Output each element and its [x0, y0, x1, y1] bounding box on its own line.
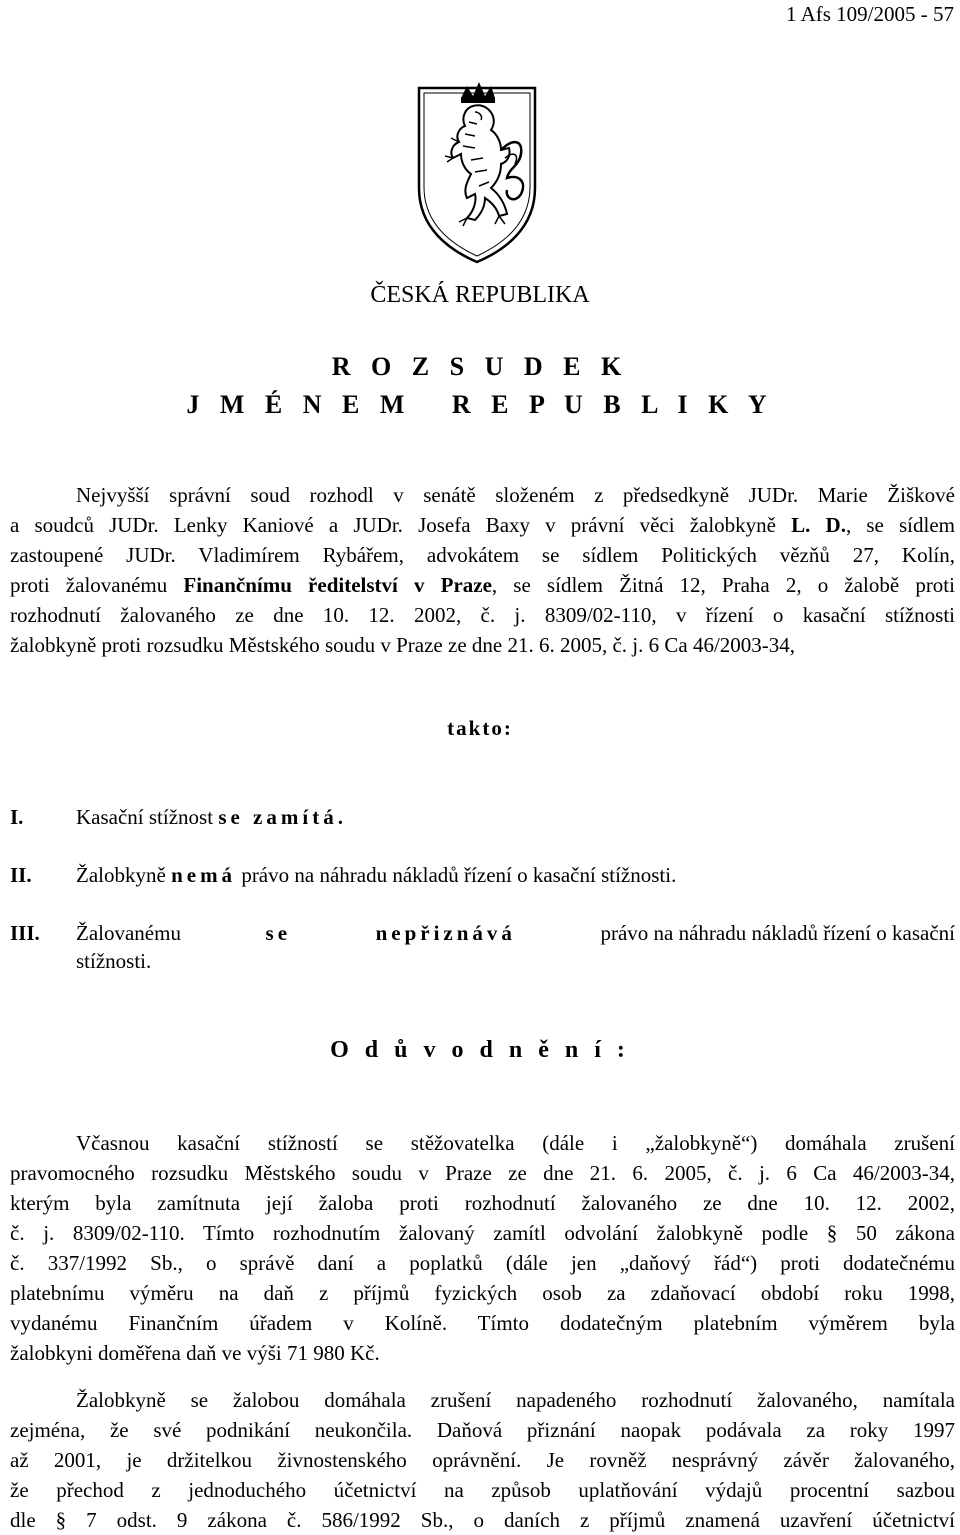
- verdict-item-1: I. Kasační stížnost se zamítá.: [10, 805, 347, 829]
- verdict-number: I.: [10, 805, 24, 829]
- plaintiff-name: L. D.: [791, 513, 846, 537]
- reasoning-line: Včasnou kasační stížností se stěžovatelka (dále i „žalobkyně“) domáhala zrušení: [76, 1131, 955, 1155]
- reasoning-line: kterým byla zamítnuta její žaloba proti rozhodnutí žalovaného ze dne 10. 12. 2002,: [10, 1191, 955, 1215]
- reasoning-line: Žalobkyně se žalobou domáhala zrušení napadeného rozhodnutí žalovaného, namítala: [76, 1388, 955, 1412]
- verdict-number: III.: [10, 921, 40, 945]
- in-name-heading: J M É N E M R E P U B L I K Y: [186, 390, 774, 419]
- coat-of-arms-icon: [415, 78, 539, 264]
- intro-line: žalobkyně proti rozsudku Městského soudu v Praze ze dne 21. 6. 2005, č. j. 6 Ca 46/2003-34,: [10, 633, 796, 657]
- intro-line: rozhodnutí žalovaného ze dne 10. 12. 2002, č. j. 8309/02-110, v řízení o kasační stížnosti: [10, 603, 955, 627]
- verdict-item-3: III. Žalovanému se nepřiznává právo na náhradu nákladů řízení o kasační stížnosti.: [10, 921, 955, 973]
- intro-line: proti žalovanému Finančnímu ředitelství v Praze, se sídlem Žitná 12, Praha 2, o žalobě proti: [10, 573, 955, 597]
- republic-heading: ČESKÁ REPUBLIKA: [370, 282, 590, 308]
- intro-line: a soudců JUDr. Lenky Kaniové a JUDr. Josefa Baxy v právní věci žalobkyně L. D., se sídlem: [10, 513, 955, 537]
- reasoning-line: pravomocného rozsudku Městského soudu v Praze ze dne 21. 6. 2005, č. j. 6 Ca 46/2003-34,: [10, 1161, 955, 1185]
- reasoning-line: č. j. 8309/02-110. Tímto rozhodnutím žalovaný zamítl odvolání žalobkyně podle § 50 zákona: [10, 1221, 955, 1245]
- takto-heading: takto:: [447, 716, 513, 740]
- verdict-item-2: II. Žalobkyně nemá právo na náhradu nákladů řízení o kasační stížnosti.: [10, 863, 677, 887]
- reasoning-line: vydanému Finančním úřadem v Kolíně. Tímto dodatečným platebním výměrem byla: [10, 1311, 955, 1335]
- verdict-heading: R O Z S U D E K: [331, 352, 629, 381]
- reasoning-line: žalobkyni doměřena daň ve výši 71 980 Kč.: [10, 1341, 380, 1365]
- reasoning-line: dle § 7 odst. 9 zákona č. 586/1992 Sb., o daních z příjmů znamená uzavření účetnictví: [10, 1508, 955, 1532]
- reasoning-paragraph-2: [10, 1385, 955, 1535]
- reasoning-line: č. 337/1992 Sb., o správě daní a poplatků (dále jen „daňový řád“) proti dodatečnému: [10, 1251, 955, 1275]
- reasoning-line: platebnímu výměru na daň z příjmů fyzických osob za zdaňovací období roku 1998,: [10, 1281, 955, 1305]
- intro-line: zastoupené JUDr. Vladimírem Rybářem, advokátem se sídlem Politických vězňů 27, Kolín,: [10, 543, 955, 567]
- case-number: 1 Afs 109/2005 - 57: [786, 2, 954, 26]
- reasoning-paragraph-1: [10, 1128, 955, 1368]
- reasoning-heading: O d ů v o d n ě n í :: [330, 1037, 630, 1063]
- verdict-number: II.: [10, 863, 32, 887]
- defendant-name: Finančnímu ředitelství v Praze: [183, 573, 492, 597]
- reasoning-line: až 2001, je držitelkou živnostenského oprávnění. Je rovněž nesprávný závěr žalovaného,: [10, 1448, 955, 1472]
- reasoning-line: že přechod z jednoduchého účetnictví na způsob uplatňování výdajů procentní sazbou: [10, 1478, 955, 1502]
- intro-line: Nejvyšší správní soud rozhodl v senátě složeném z předsedkyně JUDr. Marie Žiškové: [76, 483, 955, 507]
- reasoning-line: zejména, že své podnikání neukončila. Daňová přiznání naopak podávala za roky 1997: [10, 1418, 955, 1442]
- intro-paragraph: [10, 480, 955, 660]
